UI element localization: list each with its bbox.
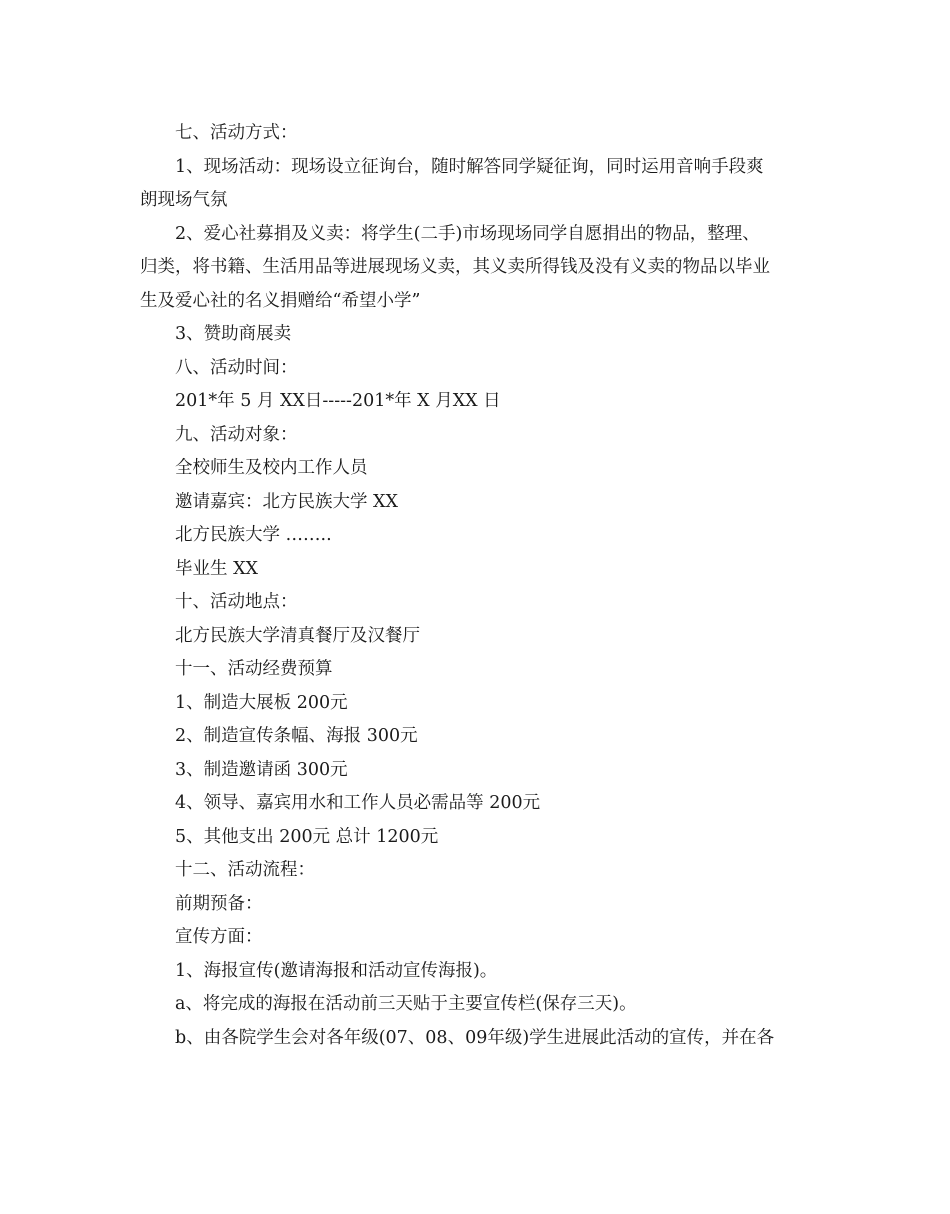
heading-activity-target: 九、活动对象： (175, 424, 298, 445)
paragraph-line: b、由各院学生会对各年级(07、08、09年级)学生进展此活动的宣传，并在各 (175, 1027, 775, 1048)
budget-item: 1、制造大展板 200元 (175, 692, 348, 713)
budget-item: 4、领导、嘉宾用水和工作人员必需品等 200元 (175, 793, 541, 813)
heading-activity-process: 十二、活动流程： (175, 860, 315, 880)
paragraph-line: 201*年 5 月 XX日-----201*年 X 月XX 日 (175, 391, 501, 411)
budget-item: 3、制造邀请函 300元 (175, 759, 348, 780)
heading-activity-location: 十、活动地点： (175, 592, 298, 612)
paragraph-line: 朗现场气氛 (140, 190, 228, 210)
paragraph-line: 邀请嘉宾：北方民族大学 XX (175, 491, 398, 512)
paragraph-line: 全校师生及校内工作人员 (175, 458, 368, 478)
paragraph-line: 3、赞助商展卖 (175, 324, 292, 344)
paragraph-line: 1、现场活动：现场设立征询台，随时解答同学疑征询，同时运用音响手段爽 (175, 156, 764, 177)
heading-activity-budget: 十一、活动经费预算 (175, 659, 333, 679)
paragraph-line: a、将完成的海报在活动前三天贴于主要宣传栏(保存三天)。 (175, 994, 637, 1014)
budget-item: 5、其他支出 200元 总计 1200元 (175, 826, 439, 847)
paragraph-line: 北方民族大学清真餐厅及汉餐厅 (175, 625, 420, 646)
paragraph-line: 生及爱心社的名义捐赠给“希望小学” (140, 290, 421, 311)
paragraph-line: 毕业生 XX (175, 558, 258, 579)
paragraph-line: 北方民族大学 …….. (175, 525, 332, 545)
document-body (140, 117, 815, 1055)
paragraph-line: 宣传方面： (175, 927, 263, 947)
paragraph-line: 1、海报宣传(邀请海报和活动宣传海报)。 (175, 960, 498, 981)
heading-activity-method: 七、活动方式： (175, 123, 298, 143)
paragraph-line: 2、爱心社募捐及义卖：将学生(二手)市场现场同学自愿捐出的物品，整理、 (175, 223, 760, 244)
paragraph-line: 归类，将书籍、生活用品等进展现场义卖，其义卖所得钱及没有义卖的物品以毕业 (140, 257, 770, 277)
paragraph-line: 前期预备： (175, 893, 263, 914)
heading-activity-time: 八、活动时间： (175, 357, 298, 378)
budget-item: 2、制造宣传条幅、海报 300元 (175, 726, 418, 746)
